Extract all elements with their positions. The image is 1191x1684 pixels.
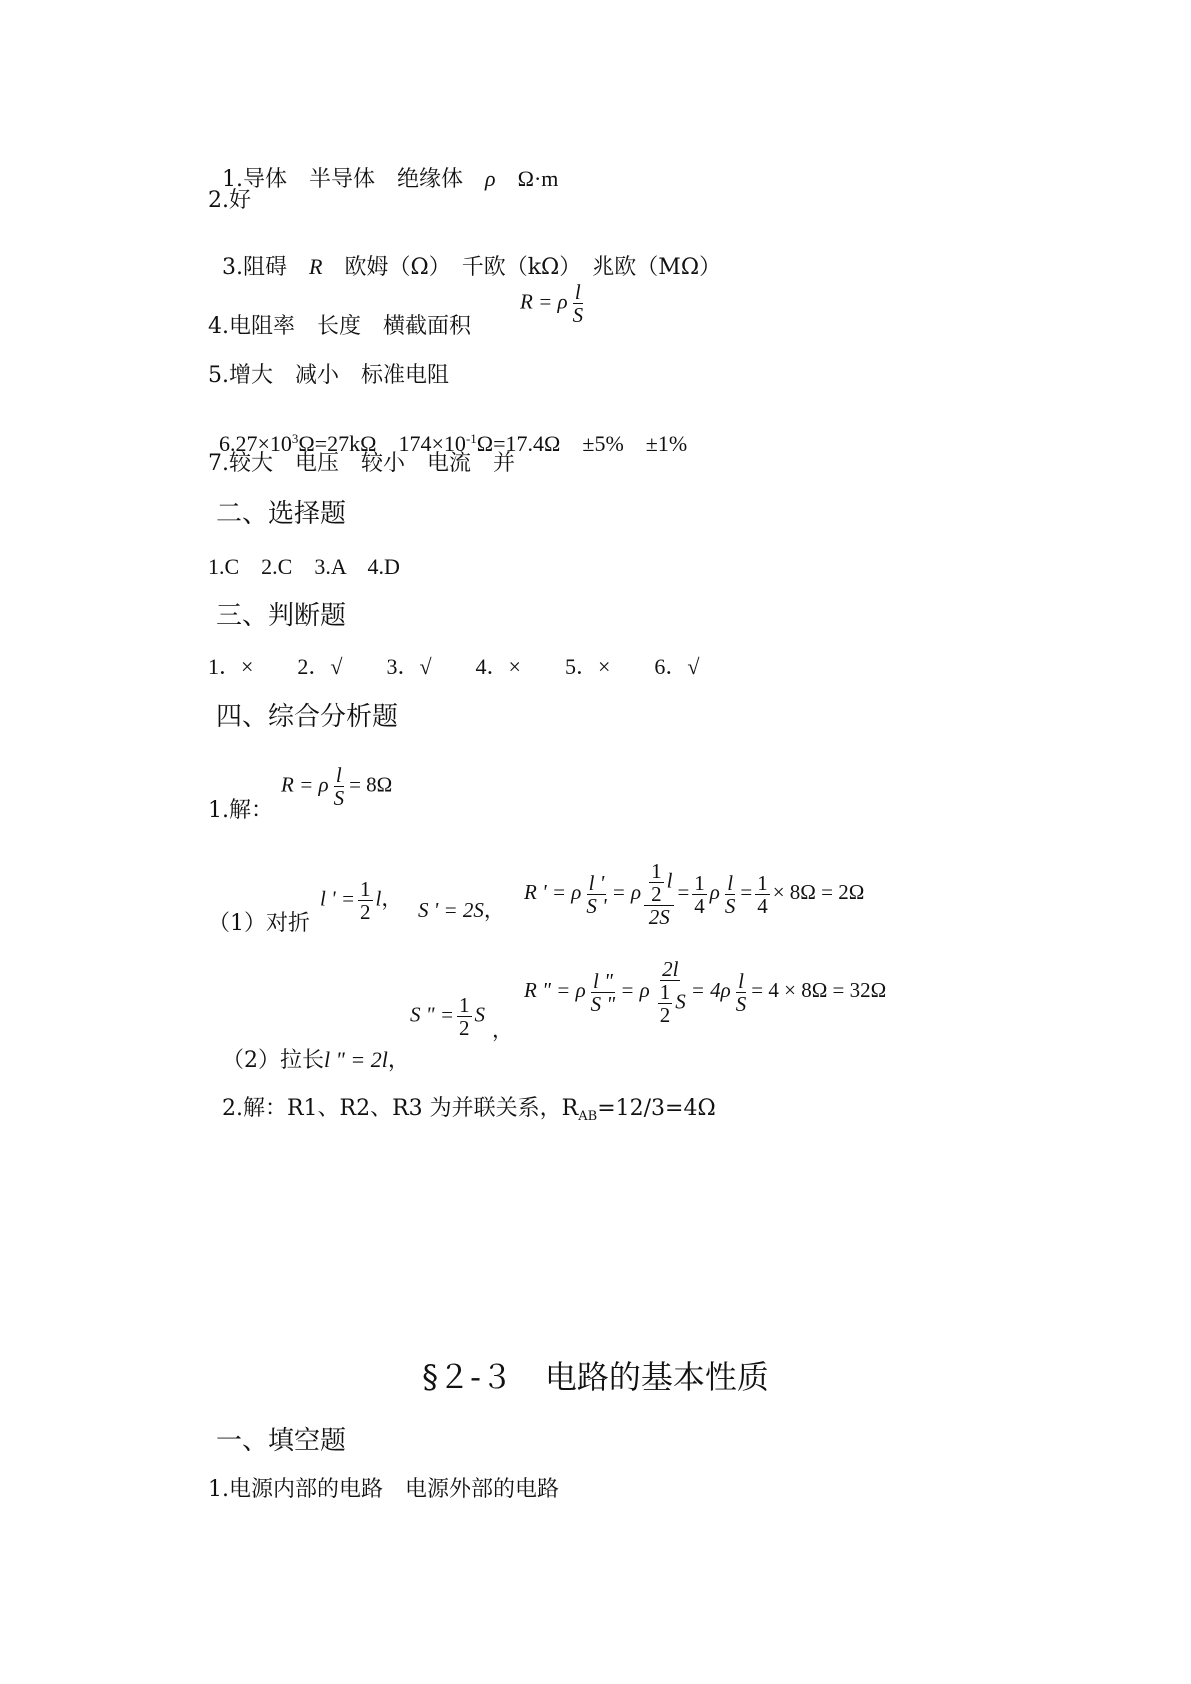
fraction: [723, 872, 738, 917]
section-title: §２-３ 电路的基本性质: [422, 1358, 769, 1396]
part-2-separator: [492, 1020, 513, 1041]
numerator: l: [574, 280, 581, 304]
part-1-length-formula: [320, 878, 402, 923]
formula-right: = 8Ω: [349, 772, 393, 797]
section-heading-analysis: 四、综合分析题: [216, 702, 399, 732]
formula-left: R = ρ: [281, 772, 329, 797]
formula-left: R ' = ρ: [524, 879, 582, 904]
denominator: S ': [586, 893, 607, 918]
compound-numerator: 2l: [662, 957, 679, 981]
numerator: 1: [757, 870, 768, 895]
separator: ，: [492, 1018, 513, 1042]
equals: =: [740, 879, 753, 904]
solution-1-formula: [281, 764, 392, 809]
answer-text: 6.27×10: [219, 431, 292, 456]
compound-denominator: [653, 981, 688, 1026]
denominator: 2: [360, 900, 371, 925]
fraction: [571, 281, 586, 326]
answer-line-6: [208, 411, 687, 455]
denominator: S: [724, 893, 736, 918]
fraction: [584, 872, 608, 917]
answer-text: Ω=27kΩ 174×10: [298, 431, 466, 456]
formula-right: l: [375, 886, 382, 911]
part-2-area-formula: [410, 994, 485, 1039]
denominator: S: [572, 303, 584, 328]
numerator: l ': [588, 870, 605, 895]
numerator: 1: [651, 859, 662, 883]
rho-symbol: ρ: [485, 166, 496, 191]
fraction: [332, 764, 347, 809]
formula-left: R = ρ: [520, 289, 568, 314]
section-heading-judge: 三、判断题: [216, 601, 347, 631]
subscript: AB: [578, 1109, 598, 1124]
fraction: [734, 970, 749, 1015]
solution-1-label: 1.解：: [208, 798, 273, 823]
denominator: S: [735, 991, 747, 1016]
fraction: [649, 860, 664, 905]
separator: ，: [381, 886, 403, 911]
part-2-label: [208, 1027, 410, 1072]
choice-answers: 1.C 2.C 3.A 4.D: [208, 554, 400, 579]
separator: ，: [483, 898, 505, 922]
length-formula: l " = 2l: [324, 1047, 388, 1072]
label: （2）拉长: [222, 1048, 324, 1073]
denominator: 2: [651, 882, 662, 907]
variable: S: [675, 989, 686, 1014]
resistance-formula: [520, 281, 588, 326]
section-heading-choice: 二、选择题: [216, 499, 347, 529]
solution-text: 2.解：R1、R2、R3 为并联关系，R: [222, 1096, 579, 1121]
answer-line-1: [208, 146, 558, 191]
numerator: 1: [659, 980, 671, 1005]
numerator: 1: [360, 877, 371, 901]
equals-rho: = ρ: [611, 879, 642, 904]
formula-right: = 4 × 8Ω = 32Ω: [751, 977, 887, 1002]
variable: l: [666, 868, 673, 893]
separator: ，: [387, 1048, 410, 1073]
formula-right: S: [474, 1002, 485, 1027]
compound-fraction: [644, 860, 674, 928]
fraction: [457, 994, 472, 1039]
denominator: 2: [659, 1003, 671, 1028]
R-symbol: R: [309, 254, 323, 279]
numerator: 1: [694, 870, 705, 895]
numerator: l: [335, 763, 342, 787]
fraction: [589, 970, 618, 1015]
denominator: S ": [590, 991, 616, 1016]
answer-text: 欧姆（Ω） 千欧（kΩ） 兆欧（MΩ）: [344, 255, 722, 280]
denominator: 2: [459, 1016, 470, 1041]
denominator: S: [333, 786, 345, 811]
answer-line-3: [208, 234, 721, 279]
formula: S ' = 2S: [418, 898, 484, 922]
formula-left: S " =: [410, 1002, 454, 1027]
formula-left: l ' =: [320, 886, 355, 911]
equals: =: [677, 879, 690, 904]
denominator: 4: [694, 893, 705, 918]
numerator: l: [727, 870, 734, 895]
answer-line-7: 7.较大 电压 较小 电流 并: [208, 451, 515, 476]
denominator: 2S: [648, 905, 670, 930]
denominator: 4: [757, 893, 768, 918]
numerator: 1: [459, 993, 470, 1017]
numerator: l ": [592, 968, 613, 993]
fraction: [658, 981, 673, 1026]
exponent: 3: [291, 431, 299, 446]
solution-text: =12/3=4Ω: [597, 1096, 716, 1121]
formula-left: R " = ρ: [524, 977, 586, 1002]
part-1-label: （1）对折: [208, 911, 310, 936]
answer-text: Ω=17.4Ω ±5% ±1%: [476, 431, 688, 456]
part-1-area-formula: [418, 900, 505, 921]
rho-symbol: ρ: [709, 879, 720, 904]
judge-answers: 1．× 2．√ 3．√ 4．× 5．× 6．√: [208, 654, 700, 679]
fraction: [755, 872, 770, 917]
equals-4rho: = 4ρ: [690, 977, 731, 1002]
part-2-resistance-formula: [524, 958, 886, 1026]
solution-2: [208, 1076, 716, 1124]
answer-text: 3.阻碍: [222, 255, 287, 280]
section-answer-line-1: 1.电源内部的电路 电源外部的电路: [208, 1477, 559, 1502]
fraction: [692, 872, 707, 917]
formula-right: × 8Ω = 2Ω: [772, 879, 865, 904]
answer-line-2: 2.好: [208, 188, 251, 213]
compound-numerator: [644, 860, 674, 906]
fraction: [358, 878, 373, 923]
exponent: -1: [465, 431, 477, 446]
numerator: l: [738, 968, 744, 993]
part-1-resistance-formula: [524, 860, 864, 928]
compound-fraction: [653, 958, 688, 1026]
answer-line-4: 4.电阻率 长度 横截面积: [208, 314, 471, 339]
answer-text: 1.导体 半导体 绝缘体: [222, 167, 463, 192]
section-heading-fill: 一、填空题: [216, 1426, 347, 1456]
equals-rho: = ρ: [620, 977, 650, 1002]
unit-text: Ω·m: [517, 166, 559, 191]
answer-line-5: 5.增大 减小 标准电阻: [208, 363, 449, 388]
